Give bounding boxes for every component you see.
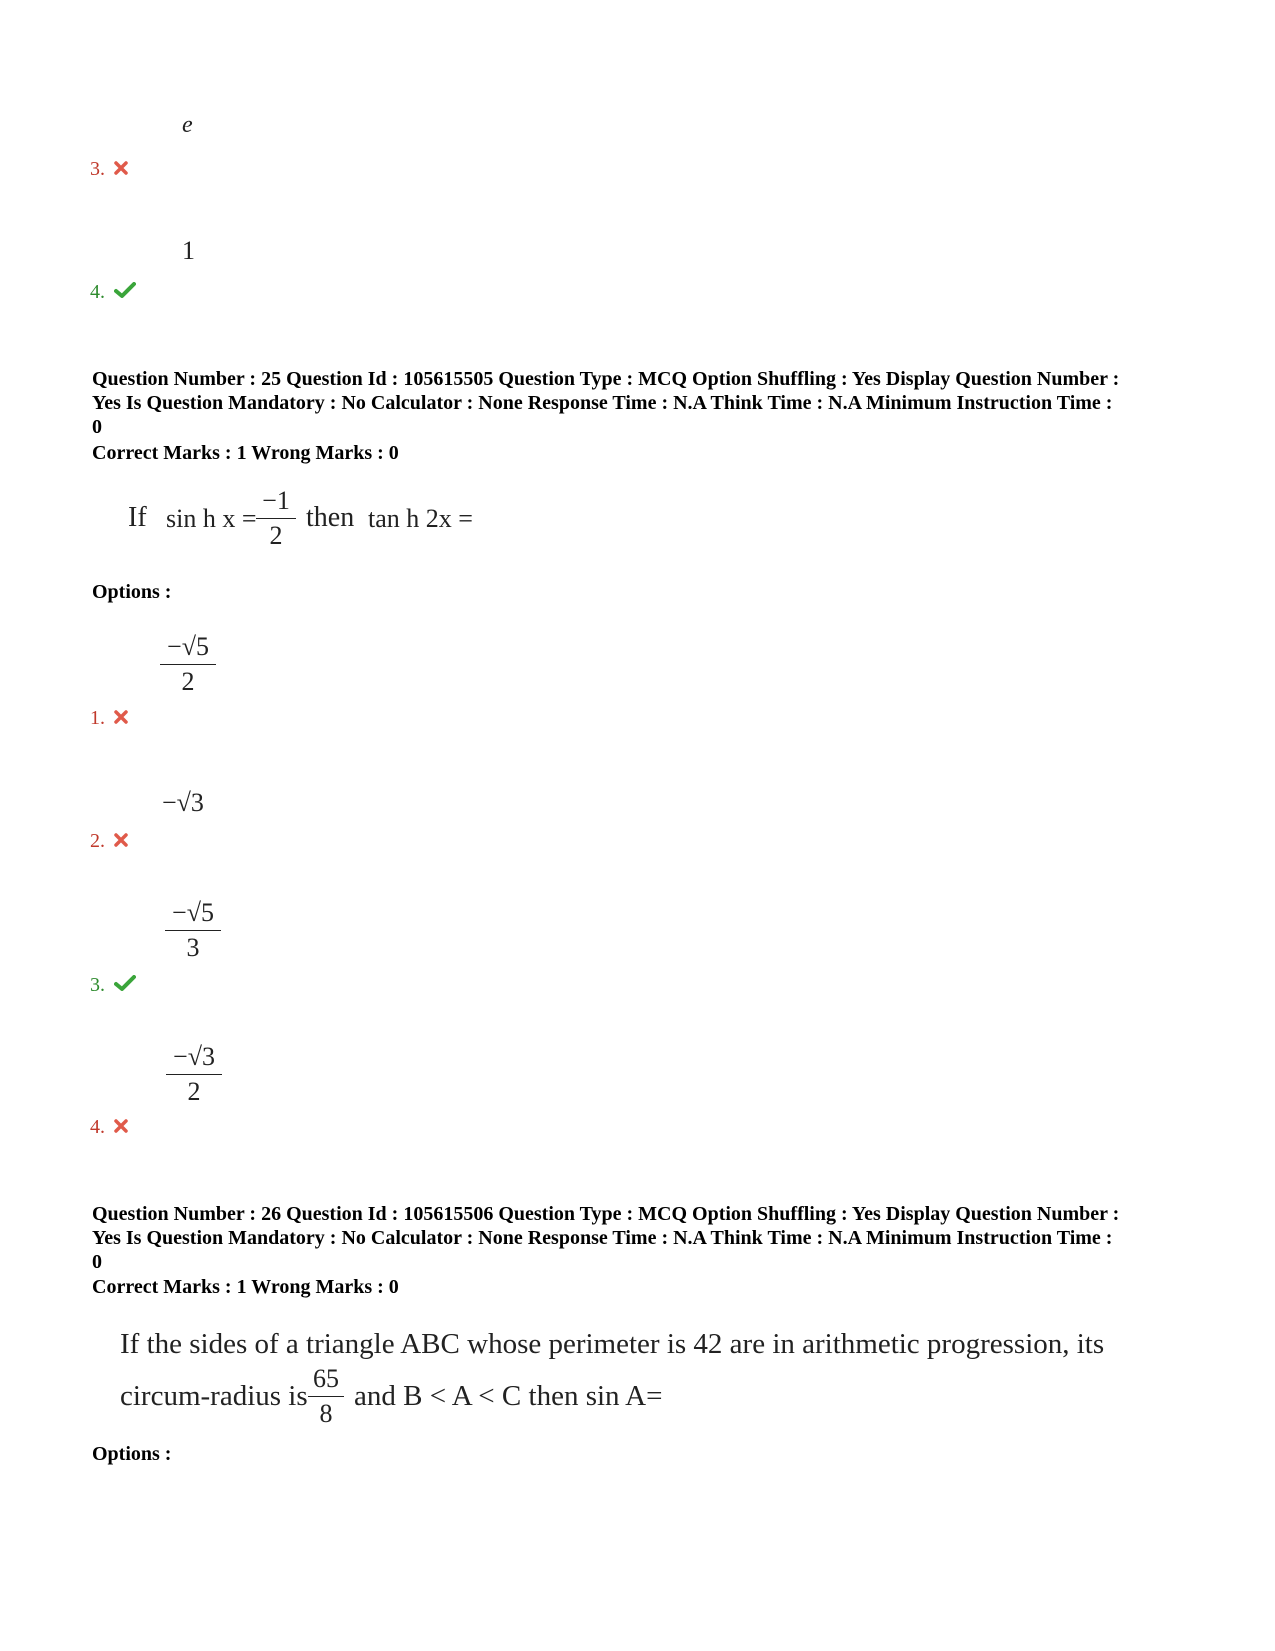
q25-metadata xyxy=(92,367,1192,439)
wrong-icon xyxy=(114,830,128,853)
q25-option-1-expr xyxy=(160,632,216,697)
q26-metadata xyxy=(92,1202,1192,1274)
check-icon xyxy=(114,281,136,304)
prev-option-4-label xyxy=(90,281,136,304)
fraction-numerator: −√5 xyxy=(172,898,214,927)
option-number: 4. xyxy=(90,281,105,303)
option-number: 3. xyxy=(90,158,105,180)
wrong-icon xyxy=(114,158,128,181)
fraction-denominator: 3 xyxy=(186,933,200,962)
q26-meta-line: Yes Is Question Mandatory : No Calculator : None Response Time : N.A Think Time : N.A Minimum Instruction Time : xyxy=(92,1227,1113,1249)
fraction-numerator: −√5 xyxy=(167,632,209,661)
q25-stem-fraction xyxy=(256,486,296,551)
fraction-numerator: −√3 xyxy=(173,1042,215,1071)
q25-option-2-label xyxy=(90,830,128,853)
q25-option-4-expr xyxy=(166,1042,222,1107)
fraction-bar xyxy=(166,1074,222,1075)
q26-meta-line: Question Number : 26 Question Id : 105615506 Question Type : MCQ Option Shuffling : Yes Display Question Number : xyxy=(92,1203,1120,1225)
q25-marks: Correct Marks : 1 Wrong Marks : 0 xyxy=(92,442,399,464)
fraction-bar xyxy=(160,664,216,665)
q25-options-label: Options : xyxy=(92,581,172,603)
q26-stem-line1: If the sides of a triangle ABC whose perimeter is 42 are in arithmetic progression, its xyxy=(120,1328,1105,1360)
q25-option-2-expr: −√3 xyxy=(162,788,204,817)
fraction-denominator: 2 xyxy=(269,521,283,550)
fraction-bar xyxy=(308,1396,344,1397)
q25-option-1-label xyxy=(90,707,128,730)
q26-marks: Correct Marks : 1 Wrong Marks : 0 xyxy=(92,1276,399,1298)
q25-option-3-label xyxy=(90,974,136,997)
q26-stem-line2-a: circum-radius is xyxy=(120,1380,308,1412)
option-number: 2. xyxy=(90,830,105,852)
q25-meta-line: 0 xyxy=(92,416,102,438)
fraction-bar xyxy=(256,518,296,519)
q26-stem-fraction xyxy=(308,1364,344,1429)
prev-option-3-label xyxy=(90,158,128,181)
q26-meta-line: 0 xyxy=(92,1251,102,1273)
wrong-icon xyxy=(114,707,128,730)
q25-option-4-label xyxy=(90,1116,128,1139)
fraction-numerator: −1 xyxy=(262,486,290,515)
prev-option-3-expr: e xyxy=(182,112,193,138)
q25-stem-lhs: sin h x = xyxy=(166,504,257,533)
q25-stem-rhs: tan h 2x = xyxy=(368,504,473,533)
q25-meta-line: Question Number : 25 Question Id : 105615505 Question Type : MCQ Option Shuffling : Yes Display Question Number : xyxy=(92,368,1120,390)
q26-options-label: Options : xyxy=(92,1443,172,1465)
fraction-denominator: 2 xyxy=(187,1077,201,1106)
q25-stem-then: then xyxy=(306,502,355,533)
q25-meta-line: Yes Is Question Mandatory : No Calculator : None Response Time : N.A Think Time : N.A Minimum Instruction Time : xyxy=(92,392,1113,414)
wrong-icon xyxy=(114,1116,128,1139)
fraction-bar xyxy=(165,930,221,931)
option-number: 1. xyxy=(90,707,105,729)
option-number: 3. xyxy=(90,974,105,996)
check-icon xyxy=(114,974,136,997)
fraction-denominator: 2 xyxy=(181,667,195,696)
q25-option-3-expr xyxy=(165,898,221,963)
fraction-numerator: 65 xyxy=(313,1364,339,1393)
q26-stem-line2-b: and B < A < C then sin A= xyxy=(354,1380,663,1412)
q25-stem-if: If xyxy=(128,502,147,533)
prev-option-4-expr: 1 xyxy=(182,236,195,265)
option-number: 4. xyxy=(90,1116,105,1138)
fraction-denominator: 8 xyxy=(319,1399,333,1428)
